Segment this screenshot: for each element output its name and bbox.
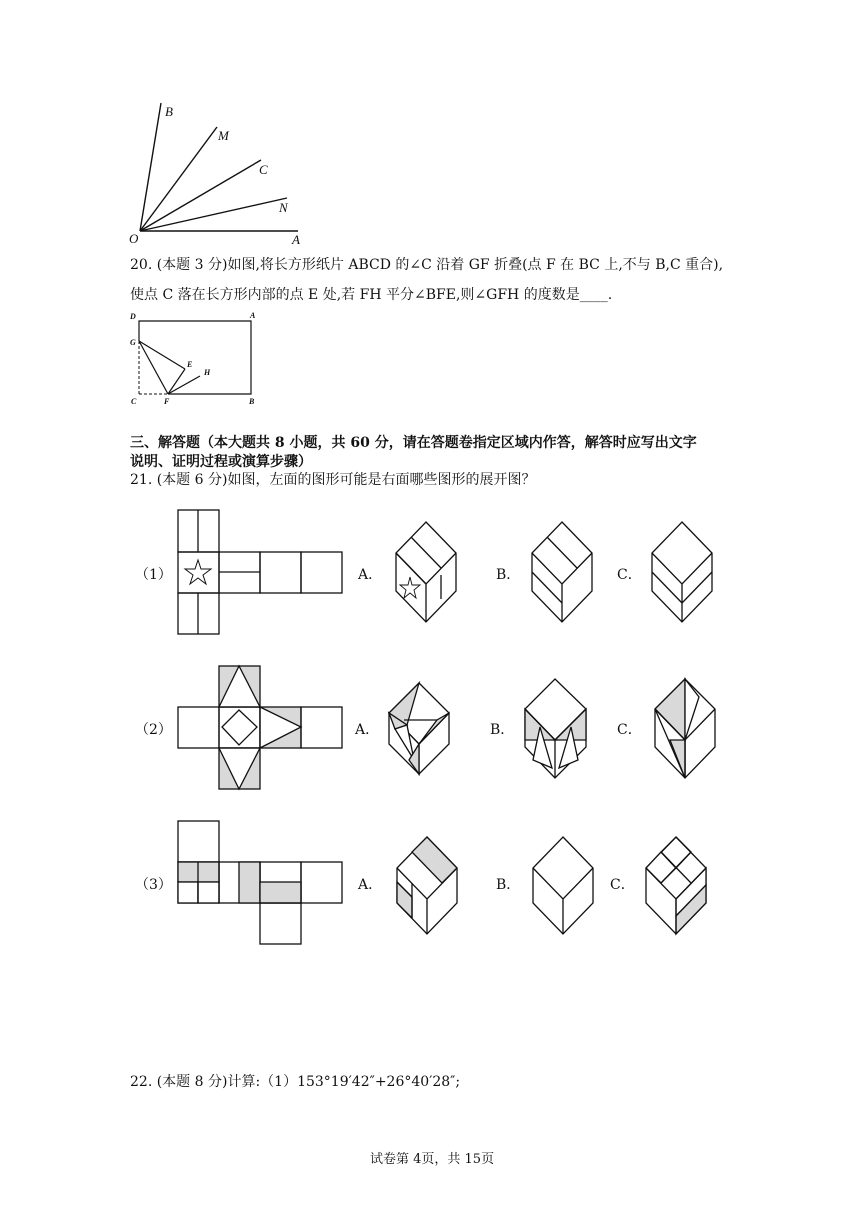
section3-heading-line2: 说明、证明过程或演算步骤） (130, 454, 312, 470)
row3-label: （3） (135, 877, 172, 893)
row3-option-c: C． (610, 877, 635, 893)
row2-net (178, 666, 342, 789)
label-H: H (204, 368, 211, 377)
row1-cube-c (652, 522, 712, 622)
label-A: A (250, 311, 256, 320)
row3-cube-c (646, 837, 706, 934)
row1-option-c: C． (617, 567, 642, 583)
row3-cube-a (397, 837, 457, 934)
row1-label: （1） (135, 567, 172, 583)
row1-option-a: A． (358, 567, 383, 583)
label-N: N (279, 200, 288, 215)
label-G: G (130, 338, 136, 347)
page-footer: 试卷第 4页，共 15页 (370, 1152, 495, 1167)
row3-option-a: A． (358, 877, 383, 893)
label-C: C (131, 397, 137, 406)
label-B: B (165, 104, 173, 119)
q20-line1: 20. (本题 3 分)如图,将长方形纸片 ABCD 的∠C 沿着 GF 折叠(点 F 在 BC 上,不与 B,C 重合), (130, 257, 724, 273)
row2-cube-a (389, 683, 449, 774)
label-A: A (292, 232, 300, 247)
row3-cube-b (533, 837, 593, 934)
label-D: D (130, 312, 136, 321)
row2-option-c: C． (617, 722, 642, 738)
row1-cube-b (532, 522, 592, 622)
label-C: C (259, 162, 268, 177)
row2-option-b: B． (490, 722, 515, 738)
row1-net (178, 510, 342, 634)
q22-question: 22. (本题 8 分)计算:（1）153°19′42″+26°40′28″; (130, 1074, 461, 1090)
row2-option-a: A． (355, 722, 380, 738)
row2-cube-b (525, 679, 586, 778)
label-F: F (164, 397, 170, 406)
q20-line2: 使点 C 落在长方形内部的点 E 处,若 FH 平分∠BFE,则∠GFH 的度数是____. (130, 287, 613, 303)
row2-cube-c (655, 679, 715, 778)
row2-label: （2） (135, 722, 172, 738)
q21-question: 21. (本题 6 分)如图，左面的图形可能是右面哪些图形的展开图？ (130, 472, 536, 488)
section3-heading-line1: 三、解答题（本大题共 8 小题，共 60 分，请在答题卷指定区域内作答，解答时应写出文字 (130, 435, 697, 451)
label-O: O (129, 231, 139, 246)
row3-net (178, 821, 342, 944)
row1-cube-a (396, 522, 456, 622)
label-B: B (249, 397, 255, 406)
row3-option-b: B． (496, 877, 521, 893)
row1-option-b: B． (496, 567, 521, 583)
label-M: M (218, 128, 229, 143)
label-E: E (187, 360, 193, 369)
